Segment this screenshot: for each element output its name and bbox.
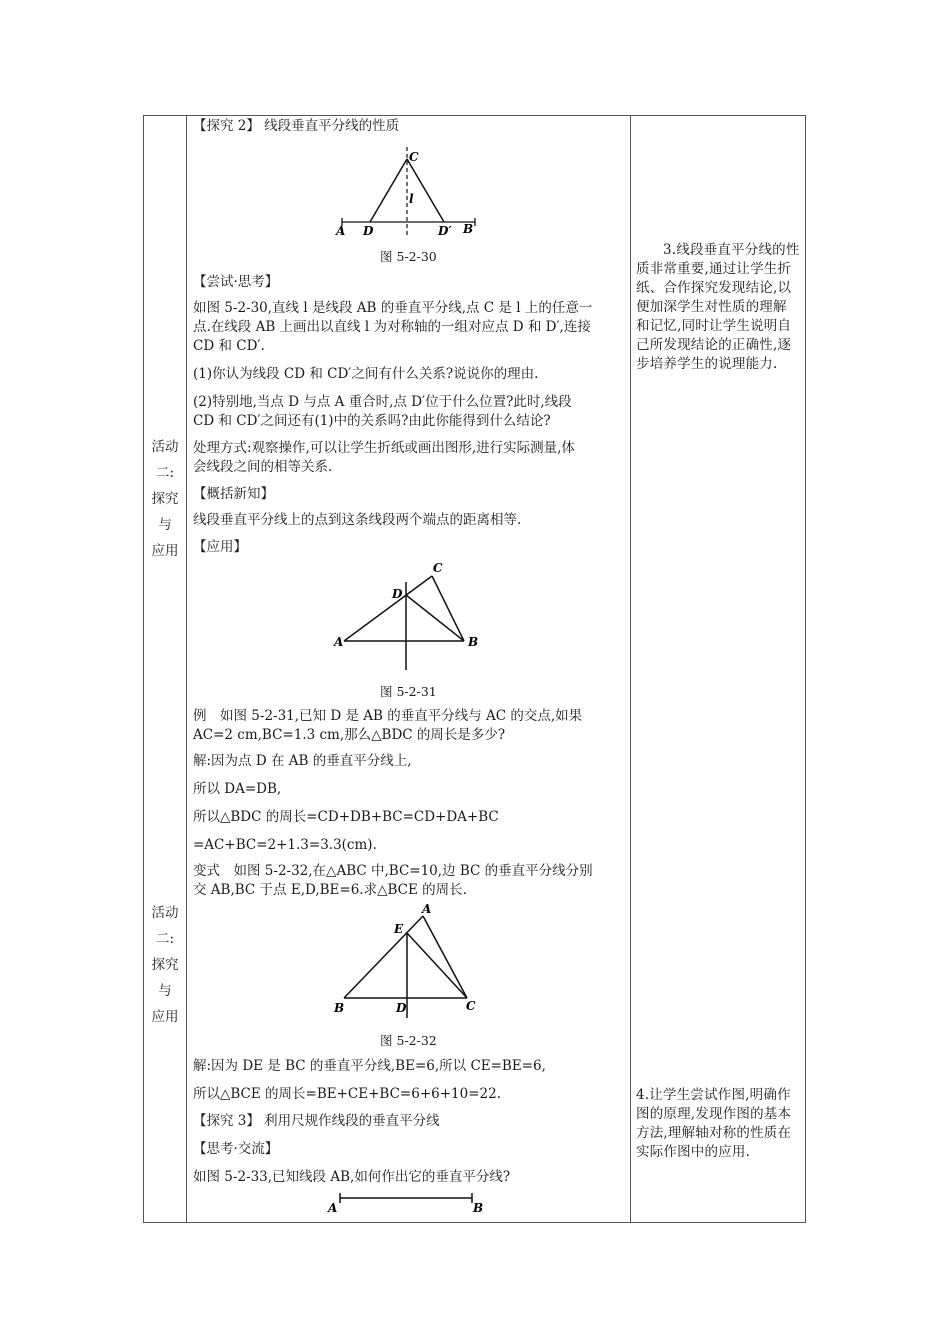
try-heading: 【尝试·思考】 — [193, 274, 279, 290]
example-sol3: 所以△BDC 的周长=CD+DB+BC=CD+DA+BC — [193, 809, 499, 825]
fig30-caption: 图 5-2-30 — [380, 249, 437, 264]
fig32-label-b: B — [334, 1001, 345, 1015]
variant-sol2: 所以△BCE 的周长=BE+CE+BC=6+6+10=22. — [193, 1086, 501, 1102]
fig30-label-a: A — [336, 224, 346, 238]
example-sol4: =AC+BC=2+1.3=3.3(cm). — [193, 837, 377, 853]
try-text-1: 如图 5-2-30,直线 l 是线段 AB 的垂直平分线,点 C 是 l 上的任意一 — [193, 300, 593, 316]
fig32-caption: 图 5-2-32 — [380, 1033, 437, 1048]
try-text-3: CD 和 CD′. — [193, 338, 265, 354]
fig33-label-a: A — [328, 1201, 338, 1215]
activity-label-2: 活动 二: 探究 与 应用 — [151, 905, 179, 1025]
method-line2: 会线段之间的相等关系. — [193, 459, 333, 475]
question-2-line2: CD 和 CD′之间还有(1)中的关系吗?由此你能得到什么结论? — [193, 413, 551, 429]
question-1: (1)你认为线段 CD 和 CD′之间有什么关系?说说你的理由. — [193, 366, 539, 382]
apply-heading: 【应用】 — [193, 539, 247, 555]
fig32-label-d: D — [396, 1001, 407, 1015]
fig32-label-c: C — [466, 999, 476, 1013]
fig30-label-d-prime: D′ — [438, 224, 452, 238]
figure-5-2-30 — [330, 145, 480, 240]
example-sol1: 解:因为点 D 在 AB 的垂直平分线上, — [193, 753, 412, 769]
summary-heading: 【概括新知】 — [193, 486, 274, 502]
fig31-label-c: C — [433, 561, 443, 575]
figure-5-2-33 — [326, 1190, 491, 1216]
try-text-2: 点.在线段 AB 上画出以直线 l 为对称轴的一组对应点 D 和 D′,连接 — [193, 319, 591, 335]
fig31-caption: 图 5-2-31 — [380, 684, 437, 699]
summary-text: 线段垂直平分线上的点到这条线段两个端点的距离相等. — [193, 512, 522, 528]
variant-line1: 变式 如图 5-2-32,在△ABC 中,BC=10,边 BC 的垂直平分线分别 — [193, 863, 593, 879]
fig30-label-l: l — [409, 192, 414, 206]
explore2-heading: 【探究 2】 线段垂直平分线的性质 — [193, 118, 400, 134]
teaching-note-3: 3.线段垂直平分线的性质非常重要,通过让学生折纸、合作探究发现结论,以便加深学生对性质的理解和记忆,同时让学生说明自己所发现结论的正确性,逐步培养学生的说理能力. — [636, 242, 800, 372]
variant-sol1: 解:因为 DE 是 BC 的垂直平分线,BE=6,所以 CE=BE=6, — [193, 1058, 546, 1074]
explore3-text: 如图 5-2-33,已知线段 AB,如何作出它的垂直平分线? — [193, 1169, 511, 1185]
fig32-label-a: A — [422, 902, 432, 916]
fig30-label-b: B — [463, 222, 474, 236]
fig30-label-d: D — [363, 224, 374, 238]
explore3-heading: 【探究 3】 利用尺规作线段的垂直平分线 — [193, 1113, 440, 1129]
variant-line2: 交 AB,BC 于点 E,D,BE=6.求△BCE 的周长. — [193, 882, 467, 898]
column-divider-left — [186, 115, 187, 1223]
example-line1: 例 如图 5-2-31,已知 D 是 AB 的垂直平分线与 AC 的交点,如果 — [193, 708, 583, 724]
example-sol2: 所以 DA=DB, — [193, 781, 282, 797]
fig32-label-e: E — [394, 922, 404, 936]
fig31-label-a: A — [334, 635, 344, 649]
activity-label-1: 活动 二: 探究 与 应用 — [151, 439, 179, 559]
method-line1: 处理方式:观察操作,可以让学生折纸或画出图形,进行实际测量,体 — [193, 440, 575, 456]
think-heading: 【思考·交流】 — [193, 1141, 279, 1157]
figure-5-2-32 — [330, 902, 490, 1020]
fig30-label-c: C — [409, 150, 419, 164]
fig31-label-d: D — [392, 587, 403, 601]
figure-5-2-31 — [330, 558, 490, 673]
question-2-line1: (2)特别地,当点 D 与点 A 重合时,点 D′位于什么位置?此时,线段 — [193, 394, 572, 410]
fig31-label-b: B — [468, 635, 479, 649]
teaching-note-4: 4.让学生尝试作图,明确作图的原理,发现作图的基本方法,理解轴对称的性质在实际作图中的应用. — [636, 1087, 792, 1160]
fig33-label-b: B — [473, 1201, 484, 1215]
column-divider-right — [630, 115, 631, 1223]
example-line2: AC=2 cm,BC=1.3 cm,那么△BDC 的周长是多少? — [193, 727, 506, 743]
